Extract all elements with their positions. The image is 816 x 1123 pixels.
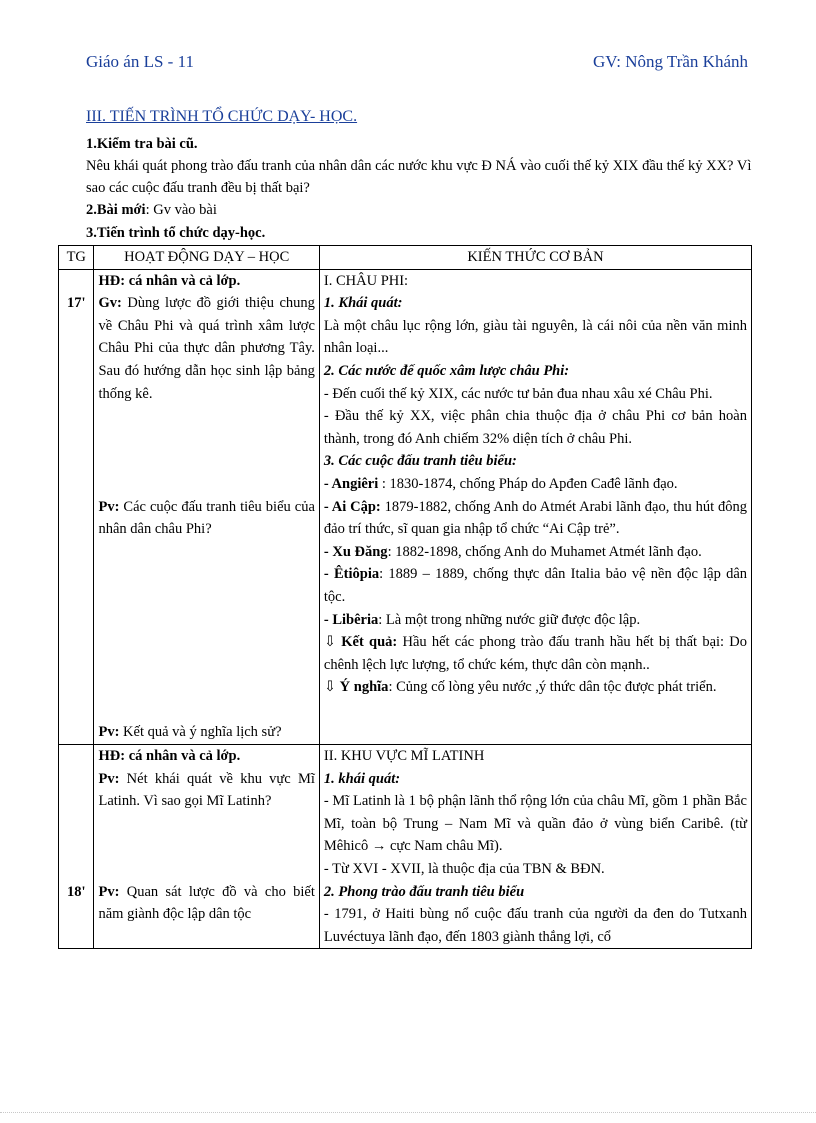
activity-heading: HĐ: cá nhân và cả lớp. — [98, 272, 241, 289]
page-footer-line — [0, 1112, 816, 1113]
subsection-heading: 2. Phong trào đấu tranh tiêu biểu — [323, 883, 525, 900]
knowledge-text: - Từ XVI - XVII, là thuộc địa của TBN & BĐN. — [323, 861, 605, 878]
subsection-heading: 1. khái quát: — [323, 770, 401, 787]
knowledge-cell — [319, 269, 751, 744]
activity-item: Pv: Các cuộc đấu tranh tiêu biểu của nhân dân châu Phi? — [98, 498, 315, 538]
time-value: 18' — [66, 883, 86, 900]
section-title: III. TIẾN TRÌNH TỔ CHỨC DẠY- HỌC. — [86, 108, 358, 125]
process-label: 3.Tiến trình tổ chức dạy-học. — [86, 225, 266, 241]
knowledge-cell — [319, 745, 751, 949]
header-right: GV: Nông Trần Khánh — [592, 52, 748, 71]
table-row — [59, 745, 752, 949]
knowledge-item: ⇩ Ý nghĩa: Củng cố lòng yêu nước ,ý thức dân tộc được phát triển. — [323, 679, 717, 696]
check-label: 1.Kiểm tra bài cũ. — [86, 136, 198, 152]
knowledge-text: - Đến cuối thế kỷ XIX, các nước tư bản đua nhau xâu xé Châu Phi. — [323, 385, 713, 402]
subsection-heading: 2. Các nước đế quốc xâm lược châu Phi: — [323, 362, 570, 379]
table-row — [59, 269, 752, 744]
subsection-heading: 3. Các cuộc đấu tranh tiêu biểu: — [323, 453, 517, 470]
header-activity: HOẠT ĐỘNG DẠY – HỌC — [94, 246, 319, 270]
section-heading: II. KHU VỰC MĨ LATINH — [323, 748, 485, 765]
new-lesson-label: 2.Bài mới — [86, 202, 146, 218]
check-text: Nêu khái quát phong trào đấu tranh của nhân dân các nước khu vực Đ NÁ vào cuối thế kỷ XIX đầu thế kỷ XX? Vì sao các cuộc đấu tranh đều bị thất bại? — [86, 158, 752, 196]
knowledge-item: ⇩ Kết quả: Hầu hết các phong trào đấu tranh hầu hết bị thất bại: Do chênh lệch lực lượng, tổ chức kém, thực dân còn mạnh.. — [323, 634, 748, 673]
knowledge-text: - Mĩ Latinh là 1 bộ phận lãnh thổ rộng lớn của châu Mĩ, gồm 1 phần Bắc Mĩ, toàn bộ Trung – Nam Mĩ và quần đảo ở vùng biển Caribê. (từ Mêhicô → cực Nam châu Mĩ). — [323, 793, 747, 855]
activity-cell — [94, 269, 319, 744]
activity-item: Gv: Dùng lược đồ giới thiệu chung về Châu Phi và quá trình xâm lược Châu Phi của thực dân phương Tây. Sau đó hướng dẫn học sinh lập bảng thống kê. — [98, 295, 315, 402]
time-cell — [59, 745, 94, 949]
activity-item: Pv: Nét khái quát về khu vực Mĩ Latinh. Vì sao gọi Mĩ Latinh? — [98, 770, 315, 810]
lesson-table — [58, 245, 752, 949]
knowledge-item: - Êtiôpia: 1889 – 1889, chống thực dân Italia bảo vệ nền độc lập dân tộc. — [323, 566, 748, 605]
new-lesson-text: : Gv vào bài — [145, 202, 217, 218]
activity-item: Pv: Quan sát lược đồ và cho biết năm giành độc lập dân tộc — [98, 883, 315, 923]
header-tg: TG — [59, 246, 94, 270]
knowledge-text: - 1791, ở Haiti bùng nổ cuộc đấu tranh của người da đen do Tutxanh Luvéctuya lãnh đạo, đến 1803 giành thắng lợi, cổ — [323, 906, 747, 945]
knowledge-item: - Ai Cập: 1879-1882, chống Anh do Atmét Arabi lãnh đạo, thu hút đông đảo trí thức, sĩ quan gia nhập tổ chức “Ai Cập trẻ”. — [323, 498, 747, 538]
knowledge-text: - Đầu thế kỷ XX, việc phân chia thuộc địa ở châu Phi cơ bản hoàn thành, trong đó Anh chiếm 32% diện tích ở châu Phi. — [323, 408, 747, 447]
new-lesson-line — [86, 199, 766, 221]
header-knowledge: KIẾN THỨC CƠ BẢN — [319, 246, 751, 270]
table-header-row — [59, 246, 752, 270]
knowledge-text: Là một châu lục rộng lớn, giàu tài nguyên, là cái nôi của nền văn minh nhân loại... — [323, 317, 747, 357]
time-cell — [59, 269, 94, 744]
subsection-heading: 1. Khái quát: — [323, 295, 403, 312]
time-value: 17' — [66, 295, 86, 312]
activity-cell — [94, 745, 319, 949]
activity-heading: HĐ: cá nhân và cả lớp. — [98, 748, 241, 765]
knowledge-item: - Libêria: Là một trong những nước giữ được độc lập. — [323, 611, 641, 628]
section-heading: I. CHÂU PHI: — [323, 272, 409, 289]
knowledge-item: - Angiêri : 1830-1874, chống Pháp do Apđen Cađê lãnh đạo. — [323, 475, 678, 492]
activity-item: Pv: Kết quả và ý nghĩa lịch sử? — [98, 724, 282, 741]
knowledge-item: - Xu Đăng: 1882-1898, chống Anh do Muhamet Atmét lãnh đạo. — [323, 543, 702, 560]
header-left: Giáo án LS - 11 — [86, 52, 194, 71]
